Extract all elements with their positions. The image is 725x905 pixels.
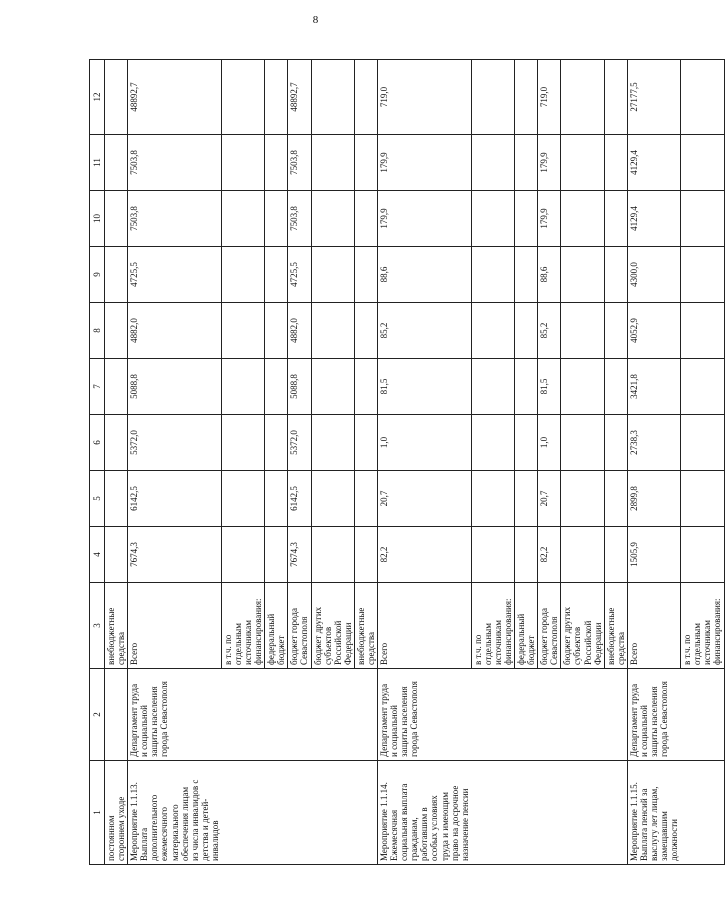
value-cell: 48892,7 [128,60,222,135]
value-cell [604,415,627,471]
value-cell [471,359,514,415]
table-row [311,60,354,865]
value-cell [105,527,128,583]
value-cell: 1505,9 [627,527,680,583]
column-header: 11 [90,135,105,191]
value-cell [354,135,377,191]
value-cell: 48892,7 [288,60,311,135]
table-body [105,60,724,865]
value-cell: 1,0 [538,415,561,471]
executor-cell [538,669,561,761]
source-cell: внебюджетные средства [105,583,128,669]
value-cell: 5372,0 [288,415,311,471]
value-cell [515,247,538,303]
value-cell [311,60,354,135]
measure-cell: Мероприятие 1.1.14. Ежемесячная социальная выплата гражданам, работавшим в особых условиях труда и имеющим право на досрочное назначение пенсии [378,761,472,865]
source-cell: бюджет других субъектов Российской Федерации [561,583,604,669]
value-cell [604,60,627,135]
source-cell: в т.ч. по отдельным источникам финансирования: [471,583,514,669]
value-cell: 6142,5 [128,471,222,527]
value-cell: 20,7 [378,471,472,527]
executor-cell [221,669,264,761]
measure-cell [681,761,724,865]
executor-cell [265,669,288,761]
measure-cell: постоянном стороннем уходе [105,761,128,865]
value-cell: 4052,9 [627,303,680,359]
value-cell [604,471,627,527]
value-cell: 5372,0 [128,415,222,471]
value-cell: 1,0 [378,415,472,471]
executor-cell [288,669,311,761]
value-cell: 179,9 [378,191,472,247]
value-cell: 85,2 [538,303,561,359]
value-cell [354,303,377,359]
value-cell [471,527,514,583]
source-cell: Всего [128,583,222,669]
value-cell: 2738,3 [627,415,680,471]
value-cell [681,359,724,415]
value-cell [681,191,724,247]
column-header: 6 [90,415,105,471]
value-cell [471,303,514,359]
value-cell [604,359,627,415]
value-cell: 719,0 [378,60,472,135]
value-cell: 719,0 [538,60,561,135]
value-cell [561,60,604,135]
source-cell: федеральный бюджет [265,583,288,669]
value-cell [354,471,377,527]
value-cell [681,60,724,135]
value-cell: 179,9 [538,191,561,247]
value-cell [604,247,627,303]
source-cell: внебюджетные средства [354,583,377,669]
value-cell [681,247,724,303]
column-header: 12 [90,60,105,135]
value-cell: 81,5 [378,359,472,415]
value-cell [561,527,604,583]
column-header: 4 [90,527,105,583]
value-cell [681,303,724,359]
rotated-table-container [89,60,723,865]
value-cell [681,527,724,583]
executor-cell [105,669,128,761]
source-cell: Всего [627,583,680,669]
measure-cell [471,761,514,865]
source-cell: внебюджетные средства [604,583,627,669]
value-cell: 7503,8 [288,191,311,247]
value-cell [265,415,288,471]
measure-cell [604,761,627,865]
value-cell: 179,9 [378,135,472,191]
executor-cell [471,669,514,761]
value-cell: 88,6 [538,247,561,303]
value-cell: 4725,5 [288,247,311,303]
page-number: 8 [312,14,319,26]
value-cell [354,191,377,247]
table-row [221,60,264,865]
value-cell [471,247,514,303]
value-cell [311,415,354,471]
value-cell: 4300,0 [627,247,680,303]
measure-cell [265,761,288,865]
measure-cell [288,761,311,865]
table-row [378,60,472,865]
value-cell [515,527,538,583]
value-cell [354,415,377,471]
value-cell [221,303,264,359]
value-cell: 81,5 [538,359,561,415]
executor-cell: Департамент труда и социальной защиты населения города Севастополя [128,669,222,761]
value-cell: 85,2 [378,303,472,359]
table-row [515,60,538,865]
value-cell [265,247,288,303]
measure-cell [311,761,354,865]
value-cell [561,471,604,527]
value-cell [354,247,377,303]
measure-cell: Мероприятие 1.1.13. Выплата дополнительного ежемесячного материального обеспечения лицам из числа инвалидов с детства и детей- инвалидов [128,761,222,865]
value-cell [604,527,627,583]
table-row [105,60,128,865]
measure-cell [354,761,377,865]
value-cell: 3421,8 [627,359,680,415]
value-cell: 82,2 [538,527,561,583]
value-cell [561,247,604,303]
value-cell [561,191,604,247]
column-header: 2 [90,669,105,761]
value-cell: 20,7 [538,471,561,527]
value-cell: 5088,8 [128,359,222,415]
executor-cell: Департамент труда и социальной защиты населения города Севастополя [378,669,472,761]
executor-cell [681,669,724,761]
value-cell [311,135,354,191]
measure-cell [515,761,538,865]
executor-cell [311,669,354,761]
source-cell: федеральный бюджет [515,583,538,669]
value-cell [561,415,604,471]
value-cell: 7503,8 [128,191,222,247]
value-cell [105,247,128,303]
value-cell [265,135,288,191]
table-row [627,60,680,865]
value-cell: 82,2 [378,527,472,583]
value-cell: 4129,4 [627,135,680,191]
table-row [288,60,311,865]
value-cell: 4129,4 [627,191,680,247]
value-cell [515,303,538,359]
value-cell [105,303,128,359]
value-cell [561,303,604,359]
source-cell: бюджет города Севастополя [288,583,311,669]
value-cell: 4725,5 [128,247,222,303]
value-cell [681,415,724,471]
value-cell [221,527,264,583]
source-cell: Всего [378,583,472,669]
source-cell: в т.ч. по отдельным источникам финансирования: [221,583,264,669]
table-row [538,60,561,865]
executor-cell [561,669,604,761]
value-cell [311,191,354,247]
value-cell [105,415,128,471]
table-row [265,60,288,865]
value-cell [515,191,538,247]
value-cell: 4882,0 [288,303,311,359]
source-cell: бюджет других субъектов Российской Федерации [311,583,354,669]
table-row [471,60,514,865]
value-cell [311,359,354,415]
value-cell: 88,6 [378,247,472,303]
value-cell [681,135,724,191]
value-cell [265,527,288,583]
value-cell [221,471,264,527]
value-cell [354,359,377,415]
value-cell [561,359,604,415]
value-cell [515,135,538,191]
value-cell [221,415,264,471]
value-cell [265,60,288,135]
measure-cell [561,761,604,865]
value-cell [515,415,538,471]
value-cell [311,247,354,303]
column-header: 3 [90,583,105,669]
value-cell [471,471,514,527]
value-cell [105,191,128,247]
source-cell: в т.ч. по отдельным источникам финансирования: [681,583,724,669]
value-cell [515,359,538,415]
table-row [604,60,627,865]
value-cell [515,471,538,527]
column-header: 1 [90,761,105,865]
value-cell: 2899,8 [627,471,680,527]
executor-cell [354,669,377,761]
value-cell [221,135,264,191]
value-cell [221,191,264,247]
value-cell [105,471,128,527]
value-cell: 4882,0 [128,303,222,359]
column-header: 9 [90,247,105,303]
value-cell [604,135,627,191]
executor-cell: Департамент труда и социальной защиты населения города Севастополя [627,669,680,761]
measure-cell [221,761,264,865]
table-row [128,60,222,865]
value-cell [105,135,128,191]
measure-cell: Мероприятие 1.1.15. Выплата пенсий за выслугу лет лицам, замещавшим должности [627,761,680,865]
value-cell [471,60,514,135]
measure-cell [538,761,561,865]
value-cell [311,303,354,359]
value-cell [471,135,514,191]
value-cell: 7674,3 [128,527,222,583]
value-cell: 27177,5 [627,60,680,135]
funding-table [89,59,725,865]
value-cell [604,191,627,247]
value-cell: 7503,8 [128,135,222,191]
table-row [681,60,724,865]
executor-cell [604,669,627,761]
executor-cell [515,669,538,761]
value-cell: 6142,5 [288,471,311,527]
value-cell [561,135,604,191]
value-cell [265,191,288,247]
value-cell [471,415,514,471]
value-cell [471,191,514,247]
table-row [561,60,604,865]
value-cell [221,60,264,135]
header-row [90,60,105,865]
value-cell: 5088,8 [288,359,311,415]
value-cell [681,471,724,527]
value-cell [265,359,288,415]
value-cell [311,527,354,583]
column-header: 8 [90,303,105,359]
value-cell [105,60,128,135]
column-header: 10 [90,191,105,247]
value-cell [311,471,354,527]
value-cell [515,60,538,135]
value-cell [221,359,264,415]
source-cell: бюджет города Севастополя [538,583,561,669]
value-cell: 179,9 [538,135,561,191]
value-cell [604,303,627,359]
value-cell: 7674,3 [288,527,311,583]
value-cell: 7503,8 [288,135,311,191]
table-row [354,60,377,865]
value-cell [221,247,264,303]
value-cell [354,60,377,135]
column-header: 7 [90,359,105,415]
value-cell [354,527,377,583]
value-cell [265,303,288,359]
value-cell [265,471,288,527]
column-header: 5 [90,471,105,527]
value-cell [105,359,128,415]
